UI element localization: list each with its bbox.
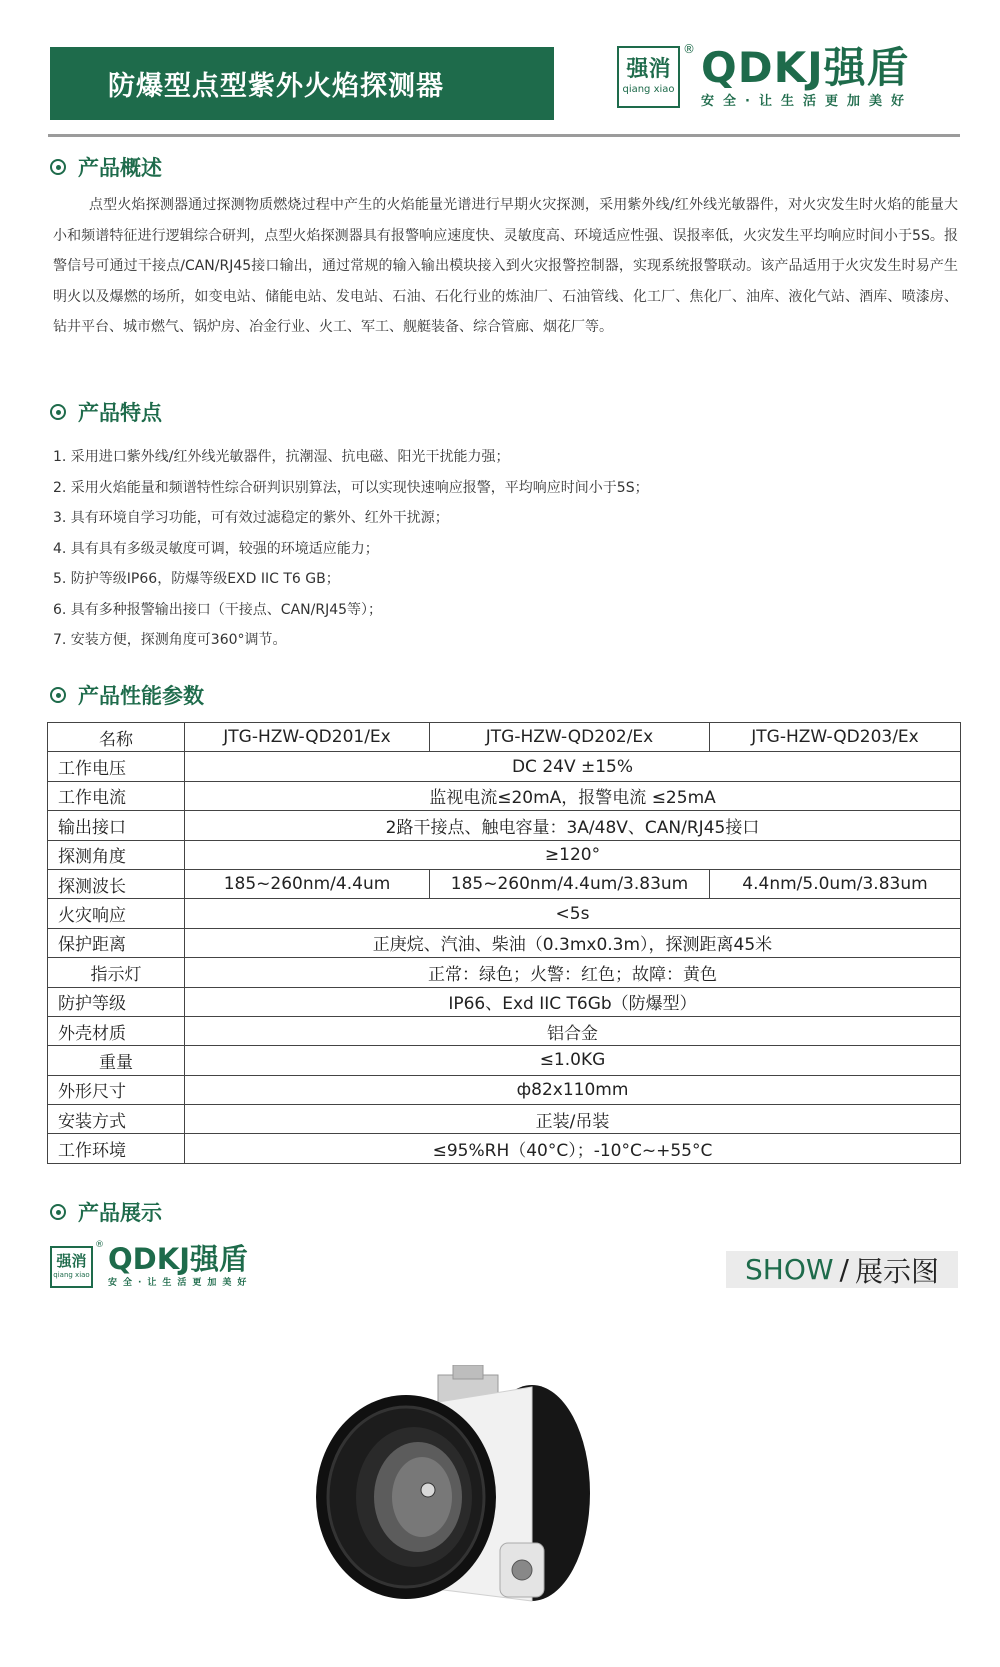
row-value: <5s	[185, 899, 961, 928]
brand-logo	[617, 42, 913, 109]
row-label: 工作电流	[48, 781, 185, 810]
logo-brand-name: QDKJ强盾	[701, 42, 910, 92]
table-row	[48, 899, 961, 928]
section-title: 产品性能参数	[78, 684, 204, 708]
target-icon	[50, 687, 66, 703]
row-value: IP66、Exd IIC T6Gb（防爆型）	[185, 987, 961, 1016]
logo-seal	[50, 1246, 93, 1288]
logo-slogan: 安全·让生活更加美好	[108, 1278, 253, 1288]
row-value: 185~260nm/4.4um	[185, 869, 430, 898]
row-label: 工作电压	[48, 752, 185, 781]
section-title: 产品概述	[78, 156, 162, 180]
sensor-dot	[421, 1483, 435, 1497]
junction-cap	[453, 1365, 483, 1379]
table-row	[48, 723, 961, 752]
show-label-separator: /	[839, 1253, 849, 1286]
list-item: 1. 采用进口紫外线/红外线光敏器件，抗潮湿、抗电磁、阳光干扰能力强；	[53, 449, 510, 465]
table-row	[48, 752, 961, 781]
section-heading-params	[50, 680, 204, 710]
row-value: ф82x110mm	[185, 1075, 961, 1104]
row-label: 保护距离	[48, 928, 185, 957]
logo-seal-text: 强消	[56, 1252, 87, 1270]
row-value: 正庚烷、汽油、柴油（0.3mx0.3m），探测距离45米	[185, 928, 961, 957]
table-row	[48, 958, 961, 987]
table-row	[48, 987, 961, 1016]
row-label: 外壳材质	[48, 1016, 185, 1045]
row-label: 探测角度	[48, 840, 185, 869]
brand-logo-small	[50, 1240, 253, 1288]
spec-table	[47, 722, 961, 1164]
row-value: ≤95%RH（40°C）；-10°C~+55°C	[185, 1134, 961, 1163]
show-label-cn: 展示图	[854, 1254, 939, 1288]
row-value: 监视电流≤20mA，报警电流 ≤25mA	[185, 781, 961, 810]
row-value: 185~260nm/4.4um/3.83um	[430, 869, 710, 898]
table-row	[48, 811, 961, 840]
show-label-en: SHOW	[744, 1253, 834, 1286]
table-row	[48, 840, 961, 869]
section-heading-display	[50, 1197, 162, 1227]
row-value: ≤1.0KG	[185, 1046, 961, 1075]
logo-seal-text: 强消	[626, 57, 671, 82]
list-item: 2. 采用火焰能量和频谱特性综合研判识别算法，可以实现快速响应报警，平均响应时间小于5S；	[53, 479, 649, 496]
row-value: DC 24V ±15%	[185, 752, 961, 781]
feature-list	[53, 442, 958, 656]
list-item: 6. 具有多种报警输出接口（干接点、CAN/RJ45等）；	[53, 601, 383, 618]
row-value: 铝合金	[185, 1016, 961, 1045]
table-row	[48, 1134, 961, 1163]
list-item: 4. 具有具有多级灵敏度可调，较强的环境适应能力；	[53, 540, 379, 557]
logo-seal-pinyin: qiang xiao	[622, 84, 675, 95]
row-label: 输出接口	[48, 811, 185, 840]
row-label: 火灾响应	[48, 899, 185, 928]
target-icon	[50, 1204, 66, 1220]
section-title: 产品特点	[78, 401, 162, 425]
list-item: 5. 防护等级IP66，防爆等级EXD IIC T6 GB；	[53, 571, 340, 587]
table-row	[48, 1075, 961, 1104]
lens-glass	[392, 1457, 452, 1537]
table-header-cell: JTG-HZW-QD202/Ex	[430, 723, 710, 752]
section-heading-overview	[50, 152, 162, 182]
overview-paragraph: 点型火焰探测器通过探测物质燃烧过程中产生的火焰能量光谱进行早期火灾探测，采用紫外线/红外线光敏器件，对火灾发生时火焰的能量大小和频谱特征进行逻辑综合研判，点型火焰探测器具有报警响应速度快、灵敏度高、环境适应性强、误报率低，火灾发生平均响应时间小于5S。报警信号可通过干接点/CAN/RJ45接口输出，通过常规的输入输出模块接入到火灾报警控制器，实现系统报警联动。该产品适用于火灾发生时易产生明火以及爆燃的场所，如变电站、储能电站、发电站、石油、石化行业的炼油厂、石油管线、化工厂、焦化厂、油库、液化气站、酒库、喷漆房、钻井平台、城市燃气、锅炉房、冶金行业、火工、军工、舰艇装备、综合管廊、烟花厂等。	[53, 197, 958, 335]
row-label: 重量	[48, 1046, 185, 1075]
section-title: 产品展示	[78, 1201, 162, 1225]
logo-seal-pinyin: qiang xiao	[53, 1271, 90, 1279]
row-value: 2路干接点、触电容量：3A/48V、CAN/RJ45接口	[185, 811, 961, 840]
row-label: 探测波长	[48, 869, 185, 898]
table-row	[48, 1105, 961, 1134]
table-header-cell: JTG-HZW-QD203/Ex	[710, 723, 961, 752]
row-label: 外形尺寸	[48, 1075, 185, 1104]
registered-mark: ®	[95, 1240, 104, 1250]
target-icon	[50, 159, 66, 175]
row-label: 工作环境	[48, 1134, 185, 1163]
row-label: 安装方式	[48, 1105, 185, 1134]
page-title-banner	[50, 47, 554, 120]
logo-brand-name: QDKJ强盾	[108, 1242, 248, 1276]
table-row	[48, 928, 961, 957]
row-value: ≥120°	[185, 840, 961, 869]
logo-seal	[617, 46, 680, 108]
gland-hole	[512, 1560, 532, 1580]
page-title: 防爆型点型紫外火焰探测器	[108, 71, 444, 102]
row-value: 正常：绿色；火警：红色；故障：黄色	[185, 958, 961, 987]
row-label: 指示灯	[48, 958, 185, 987]
section-heading-features	[50, 397, 162, 427]
row-value: 4.4nm/5.0um/3.83um	[710, 869, 961, 898]
list-item: 3. 具有环境自学习功能，可有效过滤稳定的紫外、红外干扰源；	[53, 510, 449, 526]
table-row	[48, 869, 961, 898]
row-value: 正装/吊装	[185, 1105, 961, 1134]
logo-slogan: 安全·让生活更加美好	[701, 93, 913, 109]
registered-mark: ®	[683, 42, 695, 56]
table-row	[48, 781, 961, 810]
table-header-cell: 名称	[48, 723, 185, 752]
flame-detector-image	[310, 1365, 670, 1635]
table-header-cell: JTG-HZW-QD201/Ex	[185, 723, 430, 752]
row-label: 防护等级	[48, 987, 185, 1016]
list-item: 7. 安装方便，探测角度可360°调节。	[53, 632, 287, 648]
table-row	[48, 1016, 961, 1045]
target-icon	[50, 404, 66, 420]
header-divider	[48, 134, 960, 137]
show-label	[726, 1251, 958, 1288]
table-row	[48, 1046, 961, 1075]
